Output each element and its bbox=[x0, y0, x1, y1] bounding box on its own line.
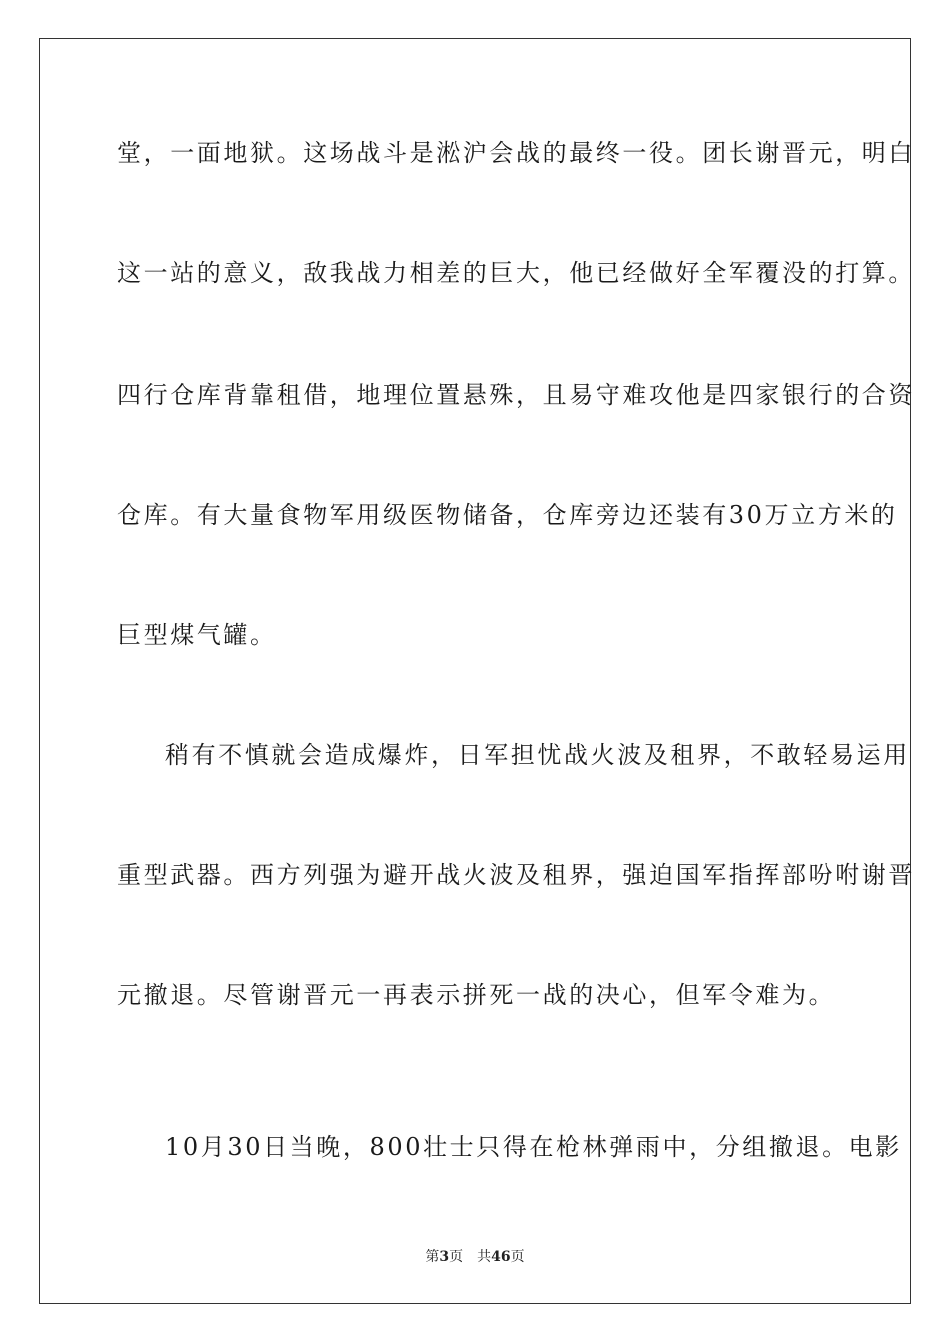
text-line-5: 巨型煤气罐。 bbox=[117, 621, 277, 649]
text-line-8: 元撤退。尽管谢晋元一再表示拼死一战的决心，但军令难为。 bbox=[117, 981, 836, 1009]
page-prefix: 第 bbox=[425, 1249, 440, 1265]
text-line-6-paragraph-start: 稍有不慎就会造成爆炸，日军担忧战火波及租界，不敢轻易运用 bbox=[165, 741, 910, 769]
text-line-1: 堂，一面地狱。这场战斗是淞沪会战的最终一役。团长谢晋元，明白 bbox=[117, 139, 915, 167]
total-suffix: 页 bbox=[510, 1249, 525, 1265]
total-prefix: 共 bbox=[477, 1249, 492, 1265]
text-line-9-paragraph-start: 10月30日当晚，800壮士只得在枪林弹雨中，分组撤退。电影 bbox=[165, 1133, 902, 1161]
text-line-7: 重型武器。西方列强为避开战火波及租界，强迫国军指挥部吩咐谢晋 bbox=[117, 861, 915, 889]
text-line-3: 四行仓库背靠租借，地理位置悬殊，且易守难攻他是四家银行的合资 bbox=[117, 381, 915, 409]
text-line-2: 这一站的意义，敌我战力相差的巨大，他已经做好全军覆没的打算。 bbox=[117, 259, 915, 287]
page-suffix: 页 bbox=[449, 1249, 464, 1265]
page-border bbox=[39, 38, 915, 1304]
page-footer bbox=[0, 1248, 950, 1266]
page-number: 3 bbox=[439, 1249, 450, 1265]
text-line-4: 仓库。有大量食物军用级医物储备，仓库旁边还装有30万立方米的 bbox=[117, 501, 898, 529]
total-pages: 46 bbox=[491, 1249, 511, 1265]
